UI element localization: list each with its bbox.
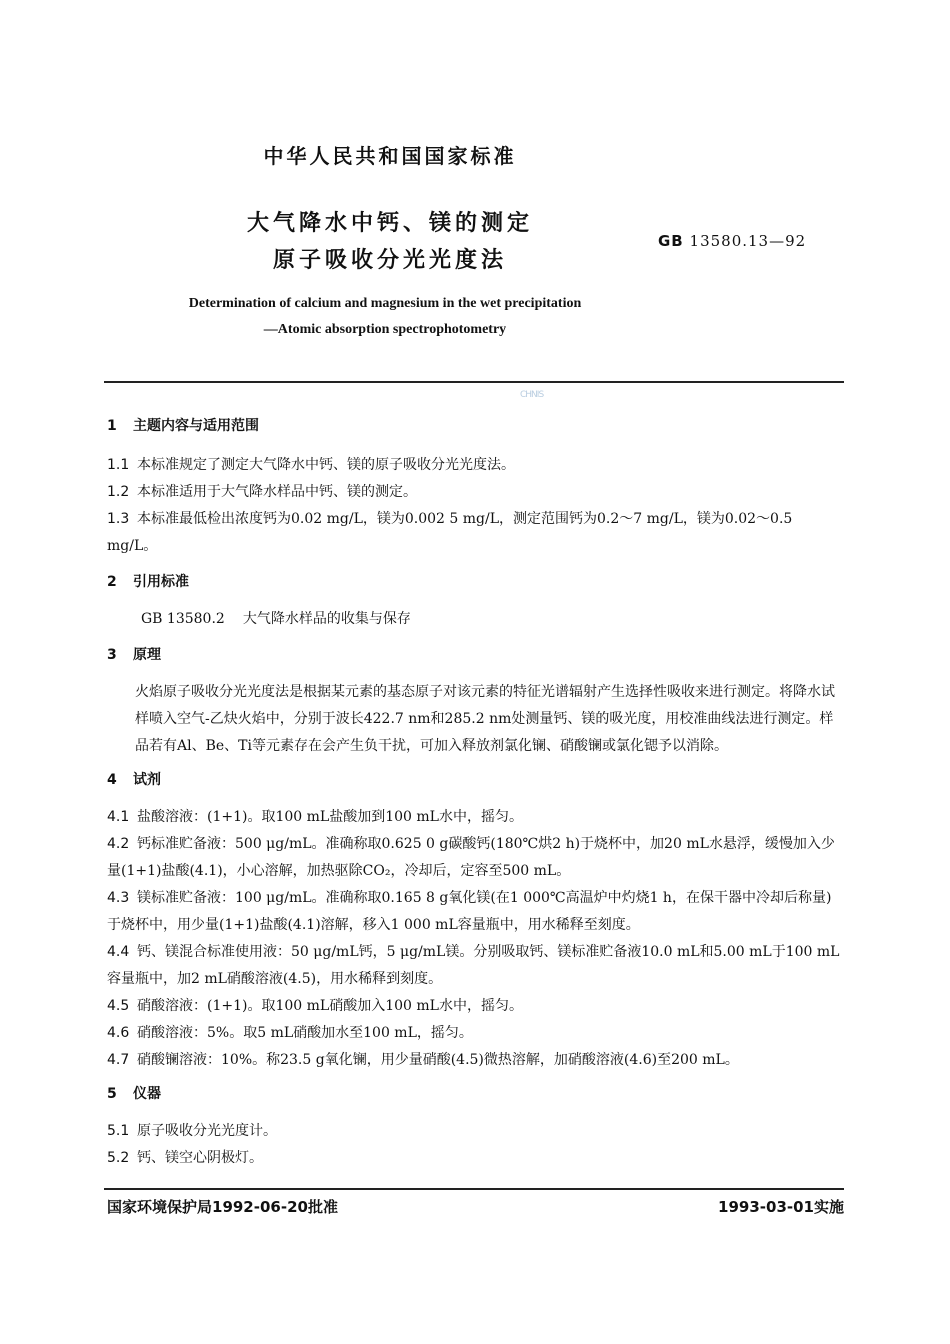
section-heading: 2 引用标准 [107,574,189,590]
section-heading: 3 原理 [107,647,161,663]
national-standard-heading: 中华人民共和国国家标准 [263,144,517,168]
document-title-line2: 原子吸收分光光度法 [272,248,507,273]
clause-4-7: 4.7 硝酸镧溶液：10%。称23.5 g氧化镧，用少量硝酸(4.5)微热溶解，加硝酸溶液(4.6)至200 mL。 [107,1052,739,1068]
document-body [107,414,844,1172]
referenced-standard: GB 13580.2 大气降水样品的收集与保存 [141,611,411,627]
clause-4-1: 4.1 盐酸溶液：(1+1)。取100 mL盐酸加到100 mL水中，摇匀。 [107,809,523,825]
watermark-logo: CHNIS [520,390,544,400]
clause-4-2: 4.2 钙标准贮备液：500 μg/mL。准确称取0.625 0 g碳酸钙(180℃烘2 h)于烧杯中，加20 mL水悬浮，缓慢加入少量(1+1)盐酸(4.1)，小心溶解，加热驱除CO₂，冷却后，定容至500 mL。 [107,836,835,879]
english-title-line2: —Atomic absorption spectrophotometry [263,322,507,337]
document-title-line1: 大气降水中钙、镁的测定 [246,211,533,236]
clause-5-1: 5.1 原子吸收分光光度计。 [107,1123,277,1139]
approval-date: 国家环境保护局1992-06-20批准 [107,1198,338,1216]
clause-1-3: 1.3 本标准最低检出浓度钙为0.02 mg/L，镁为0.002 5 mg/L，测定范围钙为0.2～7 mg/L，镁为0.02～0.5 mg/L。 [107,511,793,554]
section-heading: 4 试剂 [107,772,161,788]
implementation-date: 1993-03-01实施 [718,1198,844,1216]
clause-4-4: 4.4 钙、镁混合标准使用液：50 μg/mL钙，5 μg/mL镁。分别吸取钙、镁标准贮备液10.0 mL和5.00 mL于100 mL容量瓶中，加2 mL硝酸溶液(4.5)，用水稀释到刻度。 [107,944,840,987]
principle-paragraph: 火焰原子吸收分光光度法是根据某元素的基态原子对该元素的特征光谱辐射产生选择性吸收来进行测定。将降水试样喷入空气-乙炔火焰中，分别于波长422.7 nm和285.2 nm处测量钙、镁的吸光度，用校准曲线法进行测定。样品若有Al、Be、Ti等元素存在会产生负干扰，可加入释放剂氯化镧、硝酸镧或氯化锶予以消除。 [135,684,835,754]
clause-1-1: 1.1 本标准规定了测定大气降水中钙、镁的原子吸收分光光度法。 [107,457,515,473]
section-heading: 5 仪器 [107,1086,161,1102]
clause-5-2: 5.2 钙、镁空心阴极灯。 [107,1150,263,1166]
standard-code: GB 13580.13—92 [658,232,807,250]
section-heading: 1 主题内容与适用范围 [107,418,259,434]
clause-4-5: 4.5 硝酸溶液：(1+1)。取100 mL硝酸加入100 mL水中，摇匀。 [107,998,523,1014]
clause-4-6: 4.6 硝酸溶液：5%。取5 mL硝酸加水至100 mL，摇匀。 [107,1025,473,1041]
clause-1-2: 1.2 本标准适用于大气降水样品中钙、镁的测定。 [107,484,417,500]
header-divider [104,381,844,383]
clause-4-3: 4.3 镁标准贮备液：100 μg/mL。准确称取0.165 8 g氧化镁(在1 000℃高温炉中灼烧1 h，在保干器中冷却后称量)于烧杯中，用少量(1+1)盐酸(4.1)溶解，移入1 000 mL容量瓶中，用水稀释至刻度。 [107,890,832,933]
footer-divider [104,1188,844,1190]
english-title-line1: Determination of calcium and magnesium in the wet precipitation [188,296,582,311]
